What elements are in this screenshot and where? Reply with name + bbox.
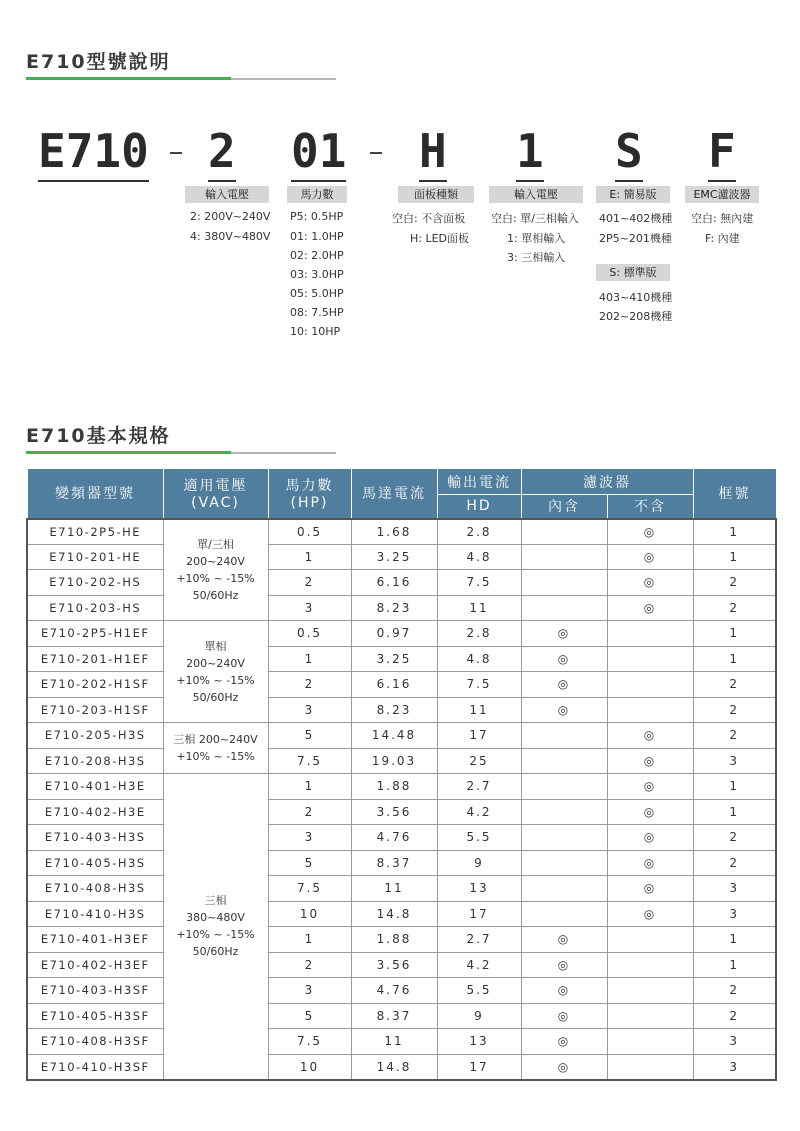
cell-model: E710-2P5-HE bbox=[27, 519, 163, 545]
header-hp: 馬力數 (HP) bbox=[268, 469, 351, 519]
cell-hp: 2 bbox=[268, 570, 351, 596]
cell-model: E710-203-HS bbox=[27, 595, 163, 621]
table-row bbox=[27, 952, 776, 978]
cell-hd-current: 4.8 bbox=[437, 544, 521, 570]
cell-filter-excluded bbox=[607, 646, 693, 672]
cell-motor-current: 3.25 bbox=[351, 544, 437, 570]
cell-hp: 3 bbox=[268, 978, 351, 1004]
option-voltage-2: 2: 200V~240V bbox=[190, 210, 271, 223]
voltage-line: +10% ~ -15% bbox=[176, 750, 255, 763]
cell-motor-current: 3.56 bbox=[351, 952, 437, 978]
cell-model: E710-202-H1SF bbox=[27, 672, 163, 698]
option-edition-s: 202~208機種 bbox=[599, 310, 673, 323]
cell-model: E710-202-HS bbox=[27, 570, 163, 596]
header-filter: 濾波器 bbox=[521, 469, 693, 495]
voltage-line: +10% ~ -15% bbox=[176, 673, 255, 687]
table-row bbox=[27, 978, 776, 1004]
cell-motor-current: 4.76 bbox=[351, 825, 437, 851]
cell-filter-included bbox=[521, 748, 607, 774]
option-emc: F: 內建 bbox=[705, 232, 740, 245]
cell-filter-excluded bbox=[607, 1029, 693, 1055]
option-phase: 3: 三相輸入 bbox=[507, 251, 566, 264]
cell-filter-excluded bbox=[607, 1003, 693, 1029]
cell-model: E710-410-H3SF bbox=[27, 1054, 163, 1080]
cell-model: E710-403-H3S bbox=[27, 825, 163, 851]
cell-frame: 2 bbox=[693, 672, 776, 698]
cell-hd-current: 2.7 bbox=[437, 774, 521, 800]
cell-hd-current: 2.7 bbox=[437, 927, 521, 953]
cell-frame: 1 bbox=[693, 952, 776, 978]
voltage-line: 三相 bbox=[204, 894, 227, 908]
cell-filter-included: ◎ bbox=[521, 1029, 607, 1055]
cell-hd-current: 9 bbox=[437, 1003, 521, 1029]
cell-filter-excluded: ◎ bbox=[607, 825, 693, 851]
header-motor-current: 馬達電流 bbox=[351, 469, 437, 519]
table-row bbox=[27, 621, 776, 647]
cell-frame: 2 bbox=[693, 697, 776, 723]
voltage-line: 50/60Hz bbox=[192, 945, 239, 959]
cell-model: E710-402-H3EF bbox=[27, 952, 163, 978]
cell-frame: 2 bbox=[693, 1003, 776, 1029]
table-row bbox=[27, 876, 776, 902]
cell-model: E710-408-H3SF bbox=[27, 1029, 163, 1055]
cell-hp: 7.5 bbox=[268, 748, 351, 774]
cell-model: E710-403-H3SF bbox=[27, 978, 163, 1004]
cell-filter-included: ◎ bbox=[521, 978, 607, 1004]
cell-frame: 1 bbox=[693, 799, 776, 825]
cell-hp: 7.5 bbox=[268, 1029, 351, 1055]
cell-hd-current: 17 bbox=[437, 723, 521, 749]
title-divider bbox=[26, 78, 336, 80]
table-row bbox=[27, 1029, 776, 1055]
cell-motor-current: 8.23 bbox=[351, 595, 437, 621]
cell-hd-current: 17 bbox=[437, 1054, 521, 1080]
tag-input-voltage: 輸入電壓 bbox=[185, 186, 269, 203]
table-row bbox=[27, 774, 776, 800]
table-row bbox=[27, 1054, 776, 1080]
cell-filter-included: ◎ bbox=[521, 672, 607, 698]
cell-filter-included: ◎ bbox=[521, 697, 607, 723]
cell-model: E710-201-H1EF bbox=[27, 646, 163, 672]
cell-hd-current: 2.8 bbox=[437, 519, 521, 545]
cell-frame: 1 bbox=[693, 927, 776, 953]
cell-hd-current: 5.5 bbox=[437, 825, 521, 851]
cell-motor-current: 14.48 bbox=[351, 723, 437, 749]
cell-filter-excluded bbox=[607, 672, 693, 698]
option-phase: 1: 單相輸入 bbox=[507, 232, 566, 245]
cell-filter-excluded: ◎ bbox=[607, 570, 693, 596]
cell-filter-included: ◎ bbox=[521, 1003, 607, 1029]
option-panel: 空白: 不含面板 bbox=[392, 212, 466, 225]
option-edition-e: 401~402機種 bbox=[599, 212, 673, 225]
header-filter-included: 內含 bbox=[521, 495, 607, 519]
cell-motor-current: 3.56 bbox=[351, 799, 437, 825]
header-output-current: 輸出電流 bbox=[437, 469, 521, 495]
cell-hp: 3 bbox=[268, 697, 351, 723]
voltage-line: 200~240V bbox=[186, 656, 245, 670]
cell-filter-excluded: ◎ bbox=[607, 723, 693, 749]
cell-filter-excluded: ◎ bbox=[607, 748, 693, 774]
cell-motor-current: 11 bbox=[351, 1029, 437, 1055]
cell-hp: 3 bbox=[268, 825, 351, 851]
cell-hp: 0.5 bbox=[268, 519, 351, 545]
cell-hp: 5 bbox=[268, 850, 351, 876]
cell-hd-current: 13 bbox=[437, 1029, 521, 1055]
table-row bbox=[27, 825, 776, 851]
tag-emc-filter: EMC濾波器 bbox=[685, 186, 759, 203]
cell-frame: 1 bbox=[693, 646, 776, 672]
cell-motor-current: 6.16 bbox=[351, 570, 437, 596]
cell-hp: 5 bbox=[268, 723, 351, 749]
section-title-spec: E710基本規格 bbox=[26, 425, 171, 447]
table-row bbox=[27, 799, 776, 825]
title-divider bbox=[26, 452, 336, 454]
cell-filter-excluded bbox=[607, 952, 693, 978]
cell-voltage-group bbox=[163, 774, 268, 1080]
cell-model: E710-405-H3SF bbox=[27, 1003, 163, 1029]
cell-filter-included bbox=[521, 723, 607, 749]
cell-hd-current: 13 bbox=[437, 876, 521, 902]
option-hp: 05: 5.0HP bbox=[290, 287, 344, 300]
option-hp: 01: 1.0HP bbox=[290, 230, 344, 243]
code-part-panel: H bbox=[419, 128, 447, 174]
cell-hd-current: 4.8 bbox=[437, 646, 521, 672]
table-row bbox=[27, 570, 776, 596]
voltage-line: +10% ~ -15% bbox=[176, 571, 255, 585]
cell-frame: 3 bbox=[693, 876, 776, 902]
code-part-phase: 1 bbox=[516, 128, 544, 174]
cell-motor-current: 8.37 bbox=[351, 1003, 437, 1029]
cell-hd-current: 4.2 bbox=[437, 952, 521, 978]
cell-filter-included bbox=[521, 595, 607, 621]
cell-motor-current: 14.8 bbox=[351, 901, 437, 927]
table-row bbox=[27, 544, 776, 570]
header-voltage: 適用電壓 (VAC) bbox=[163, 469, 268, 519]
code-part-voltage: 2 bbox=[208, 128, 236, 174]
header-filter-excluded: 不含 bbox=[607, 495, 693, 519]
cell-hd-current: 17 bbox=[437, 901, 521, 927]
cell-hp: 7.5 bbox=[268, 876, 351, 902]
option-hp: 02: 2.0HP bbox=[290, 249, 344, 262]
cell-motor-current: 14.8 bbox=[351, 1054, 437, 1080]
cell-hd-current: 25 bbox=[437, 748, 521, 774]
cell-filter-included bbox=[521, 901, 607, 927]
cell-filter-included bbox=[521, 519, 607, 545]
cell-hd-current: 9 bbox=[437, 850, 521, 876]
voltage-line: 50/60Hz bbox=[192, 690, 239, 704]
cell-model: E710-401-H3E bbox=[27, 774, 163, 800]
cell-model: E710-405-H3S bbox=[27, 850, 163, 876]
cell-hd-current: 7.5 bbox=[437, 570, 521, 596]
tag-edition-s: S: 標準版 bbox=[596, 264, 670, 281]
cell-frame: 2 bbox=[693, 978, 776, 1004]
cell-filter-included bbox=[521, 774, 607, 800]
cell-frame: 2 bbox=[693, 723, 776, 749]
section-title-model: E710型號說明 bbox=[26, 51, 171, 73]
cell-filter-excluded: ◎ bbox=[607, 901, 693, 927]
cell-filter-included: ◎ bbox=[521, 952, 607, 978]
cell-hd-current: 11 bbox=[437, 595, 521, 621]
cell-hd-current: 5.5 bbox=[437, 978, 521, 1004]
option-hp: 08: 7.5HP bbox=[290, 306, 344, 319]
table-row bbox=[27, 595, 776, 621]
code-part-hp: 01 bbox=[291, 128, 346, 174]
table-row bbox=[27, 850, 776, 876]
cell-frame: 1 bbox=[693, 519, 776, 545]
cell-hp: 1 bbox=[268, 927, 351, 953]
option-hp: 10: 10HP bbox=[290, 325, 341, 338]
spec-table bbox=[26, 468, 777, 1081]
voltage-line: 三相 200~240V bbox=[173, 733, 258, 746]
cell-hd-current: 7.5 bbox=[437, 672, 521, 698]
code-part-series: E710 bbox=[38, 128, 149, 174]
cell-frame: 2 bbox=[693, 595, 776, 621]
cell-filter-included: ◎ bbox=[521, 1054, 607, 1080]
cell-frame: 1 bbox=[693, 544, 776, 570]
cell-model: E710-205-H3S bbox=[27, 723, 163, 749]
table-row bbox=[27, 1003, 776, 1029]
cell-model: E710-201-HE bbox=[27, 544, 163, 570]
cell-filter-excluded: ◎ bbox=[607, 595, 693, 621]
table-row bbox=[27, 723, 776, 749]
cell-filter-included bbox=[521, 876, 607, 902]
cell-hd-current: 11 bbox=[437, 697, 521, 723]
cell-filter-included bbox=[521, 850, 607, 876]
cell-filter-included bbox=[521, 570, 607, 596]
cell-filter-excluded bbox=[607, 1054, 693, 1080]
tag-panel: 面板種類 bbox=[398, 186, 474, 203]
tag-input-phase: 輸入電壓 bbox=[489, 186, 583, 203]
table-row bbox=[27, 697, 776, 723]
cell-motor-current: 19.03 bbox=[351, 748, 437, 774]
code-dash bbox=[170, 152, 182, 154]
voltage-line: 380~480V bbox=[186, 911, 245, 925]
cell-filter-included bbox=[521, 825, 607, 851]
cell-hp: 5 bbox=[268, 1003, 351, 1029]
cell-hp: 3 bbox=[268, 595, 351, 621]
cell-filter-excluded: ◎ bbox=[607, 519, 693, 545]
cell-model: E710-401-H3EF bbox=[27, 927, 163, 953]
cell-motor-current: 8.37 bbox=[351, 850, 437, 876]
header-model: 變頻器型號 bbox=[27, 469, 163, 519]
cell-model: E710-2P5-H1EF bbox=[27, 621, 163, 647]
table-row bbox=[27, 672, 776, 698]
cell-hd-current: 4.2 bbox=[437, 799, 521, 825]
tag-hp: 馬力數 bbox=[287, 186, 347, 203]
cell-filter-included bbox=[521, 799, 607, 825]
tag-edition-e: E: 簡易版 bbox=[596, 186, 670, 203]
cell-filter-excluded bbox=[607, 978, 693, 1004]
table-row bbox=[27, 646, 776, 672]
cell-filter-excluded bbox=[607, 927, 693, 953]
cell-frame: 3 bbox=[693, 901, 776, 927]
cell-filter-included: ◎ bbox=[521, 646, 607, 672]
voltage-line: 單相 bbox=[204, 639, 227, 653]
table-row bbox=[27, 519, 776, 545]
cell-hp: 2 bbox=[268, 672, 351, 698]
cell-filter-included: ◎ bbox=[521, 621, 607, 647]
cell-filter-included: ◎ bbox=[521, 927, 607, 953]
cell-motor-current: 4.76 bbox=[351, 978, 437, 1004]
cell-voltage-group bbox=[163, 723, 268, 774]
cell-model: E710-410-H3S bbox=[27, 901, 163, 927]
cell-frame: 2 bbox=[693, 825, 776, 851]
cell-frame: 2 bbox=[693, 850, 776, 876]
cell-filter-excluded: ◎ bbox=[607, 799, 693, 825]
table-row bbox=[27, 901, 776, 927]
table-row bbox=[27, 927, 776, 953]
option-voltage-4: 4: 380V~480V bbox=[190, 230, 271, 243]
cell-filter-excluded: ◎ bbox=[607, 850, 693, 876]
header-hd: HD bbox=[437, 495, 521, 519]
cell-hp: 2 bbox=[268, 799, 351, 825]
cell-motor-current: 6.16 bbox=[351, 672, 437, 698]
voltage-line: 單/三相 bbox=[197, 537, 234, 551]
cell-hp: 2 bbox=[268, 952, 351, 978]
voltage-line: 50/60Hz bbox=[192, 588, 239, 602]
cell-frame: 2 bbox=[693, 570, 776, 596]
cell-filter-excluded: ◎ bbox=[607, 544, 693, 570]
cell-hp: 1 bbox=[268, 646, 351, 672]
cell-frame: 3 bbox=[693, 1029, 776, 1055]
cell-voltage-group bbox=[163, 519, 268, 621]
cell-model: E710-208-H3S bbox=[27, 748, 163, 774]
cell-motor-current: 11 bbox=[351, 876, 437, 902]
cell-model: E710-203-H1SF bbox=[27, 697, 163, 723]
code-part-emc: F bbox=[708, 128, 736, 174]
cell-motor-current: 8.23 bbox=[351, 697, 437, 723]
cell-model: E710-408-H3S bbox=[27, 876, 163, 902]
cell-model: E710-402-H3E bbox=[27, 799, 163, 825]
cell-filter-excluded bbox=[607, 697, 693, 723]
option-panel: H: LED面板 bbox=[410, 232, 470, 245]
table-row bbox=[27, 748, 776, 774]
code-part-edition: S bbox=[615, 128, 643, 174]
cell-voltage-group bbox=[163, 621, 268, 723]
cell-frame: 1 bbox=[693, 621, 776, 647]
option-hp: 03: 3.0HP bbox=[290, 268, 344, 281]
option-edition-e: 2P5~201機種 bbox=[599, 232, 672, 245]
cell-motor-current: 3.25 bbox=[351, 646, 437, 672]
code-dash bbox=[370, 152, 382, 154]
option-edition-s: 403~410機種 bbox=[599, 291, 673, 304]
cell-frame: 1 bbox=[693, 774, 776, 800]
cell-hp: 1 bbox=[268, 774, 351, 800]
cell-filter-excluded bbox=[607, 621, 693, 647]
cell-hd-current: 2.8 bbox=[437, 621, 521, 647]
cell-filter-excluded: ◎ bbox=[607, 774, 693, 800]
cell-hp: 10 bbox=[268, 901, 351, 927]
cell-filter-included bbox=[521, 544, 607, 570]
cell-motor-current: 1.88 bbox=[351, 774, 437, 800]
cell-motor-current: 0.97 bbox=[351, 621, 437, 647]
cell-hp: 10 bbox=[268, 1054, 351, 1080]
voltage-line: +10% ~ -15% bbox=[176, 928, 255, 942]
voltage-line: 200~240V bbox=[186, 554, 245, 568]
option-phase: 空白: 單/三相輸入 bbox=[491, 212, 579, 225]
cell-motor-current: 1.88 bbox=[351, 927, 437, 953]
cell-hp: 1 bbox=[268, 544, 351, 570]
header-frame: 框號 bbox=[693, 469, 776, 519]
option-emc: 空白: 無內建 bbox=[691, 212, 754, 225]
cell-filter-excluded: ◎ bbox=[607, 876, 693, 902]
cell-frame: 3 bbox=[693, 748, 776, 774]
cell-motor-current: 1.68 bbox=[351, 519, 437, 545]
cell-hp: 0.5 bbox=[268, 621, 351, 647]
option-hp: P5: 0.5HP bbox=[290, 210, 344, 223]
cell-frame: 3 bbox=[693, 1054, 776, 1080]
